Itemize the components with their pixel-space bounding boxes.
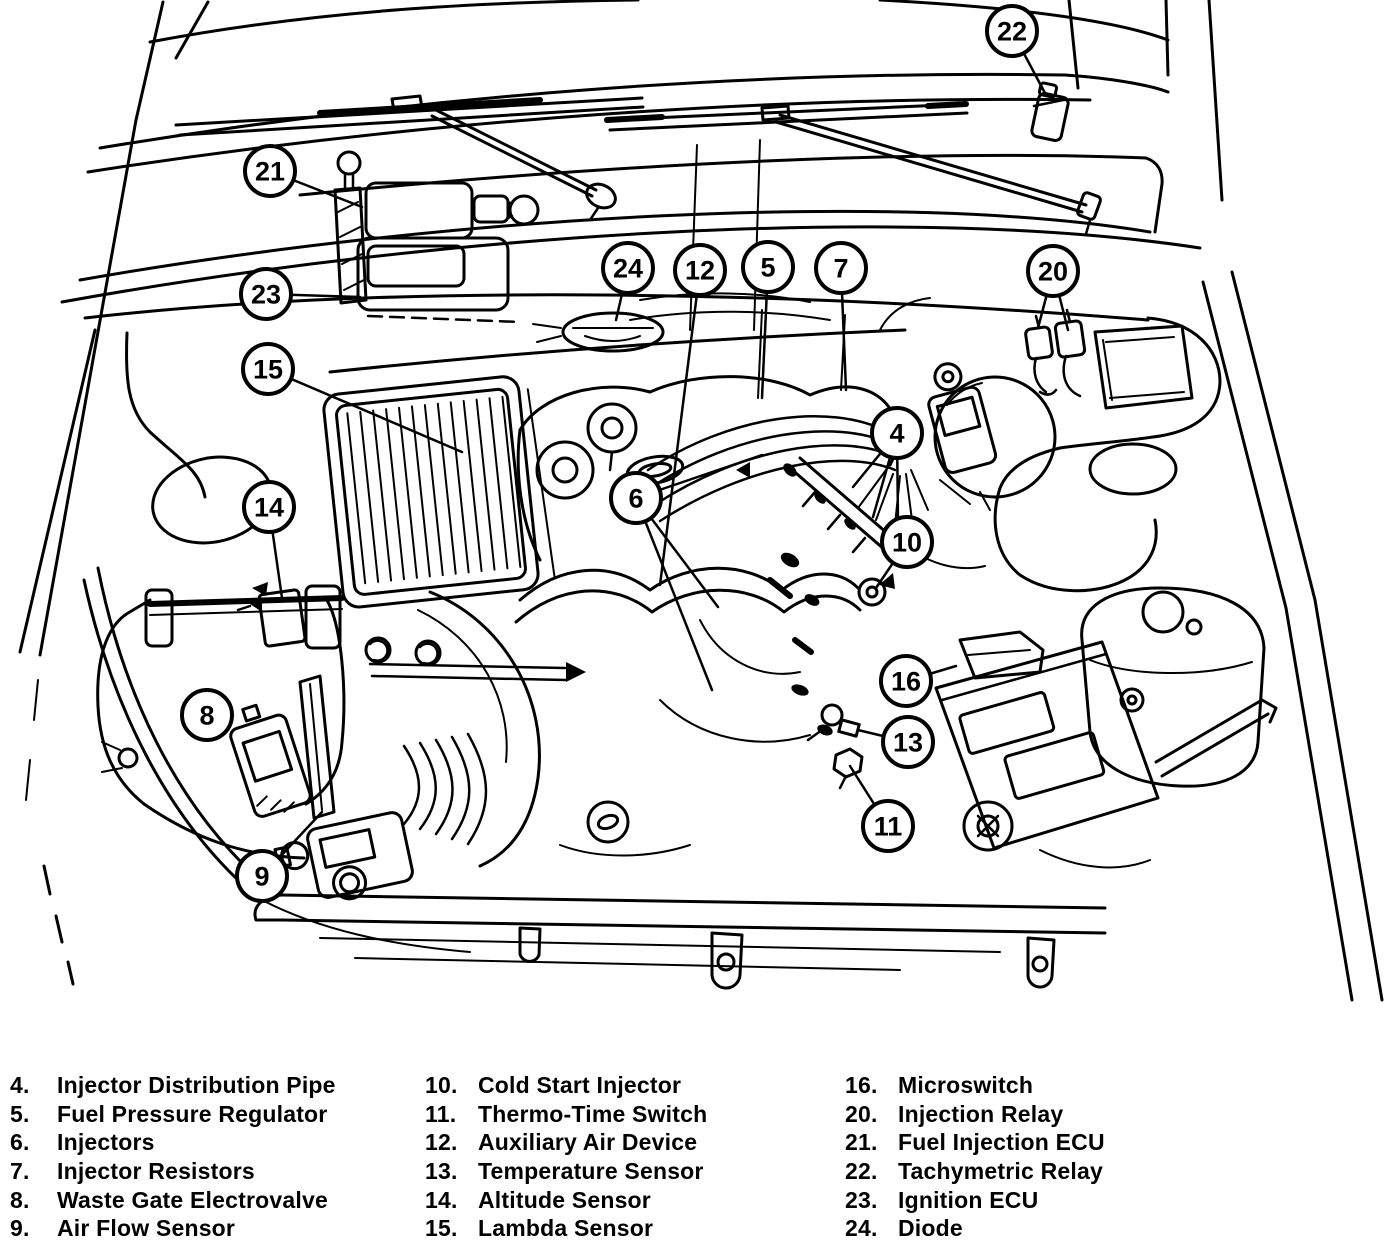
legend-item-number: 21. xyxy=(845,1129,878,1156)
legend-item-label: Microswitch xyxy=(898,1072,1034,1098)
fuse-box xyxy=(1095,326,1192,408)
callout-number-7: 7 xyxy=(833,253,849,284)
washer-bottle xyxy=(1082,588,1264,786)
callout-23 xyxy=(241,269,291,319)
legend-item-label: Air Flow Sensor xyxy=(57,1215,236,1242)
legend-item xyxy=(845,1187,1265,1216)
legend-item xyxy=(425,1101,830,1130)
legend-item xyxy=(10,1129,410,1158)
temperature-sensor xyxy=(808,705,859,740)
legend-column-2 xyxy=(425,1072,830,1244)
legend-item-label: Waste Gate Electrovalve xyxy=(57,1186,328,1213)
legend-item xyxy=(425,1129,830,1158)
callout-12 xyxy=(675,245,725,295)
callout-number-9: 9 xyxy=(254,861,270,892)
callout-number-15: 15 xyxy=(252,354,284,385)
legend-item-label: Injector Resistors xyxy=(57,1158,255,1185)
callout-number-16: 16 xyxy=(890,666,922,697)
legend-column-1 xyxy=(10,1072,410,1244)
legend-item-label: Injection Relay xyxy=(898,1100,1064,1127)
legend-item-number: 10. xyxy=(425,1072,458,1098)
legend-item-number: 23. xyxy=(845,1186,878,1213)
callout-14 xyxy=(244,482,294,532)
callout-number-21: 21 xyxy=(254,156,286,187)
callout-20 xyxy=(1028,246,1078,296)
legend-item xyxy=(425,1215,830,1244)
legend-item-label: Tachymetric Relay xyxy=(898,1158,1103,1185)
legend-item-label: Injectors xyxy=(57,1129,155,1156)
legend-item xyxy=(425,1187,830,1216)
callout-number-22: 22 xyxy=(996,16,1028,47)
legend-column-3 xyxy=(845,1072,1265,1244)
callout-number-14: 14 xyxy=(253,492,285,523)
callout-number-11: 11 xyxy=(873,811,903,842)
legend-item-number: 6. xyxy=(10,1129,30,1156)
brake-booster xyxy=(919,357,1055,510)
legend-item xyxy=(10,1158,410,1187)
legend-item xyxy=(845,1129,1265,1158)
legend-item-number: 7. xyxy=(10,1158,30,1185)
legend-item-label: Ignition ECU xyxy=(898,1186,1039,1213)
legend-item-number: 5. xyxy=(10,1100,30,1127)
callout-7 xyxy=(816,243,866,293)
legend-item-number: 4. xyxy=(10,1072,30,1098)
callout-13 xyxy=(883,717,933,767)
callout-number-13: 13 xyxy=(892,727,924,758)
callout-5 xyxy=(743,242,793,292)
leader-line-6 xyxy=(636,498,712,690)
legend-item-number: 20. xyxy=(845,1100,878,1127)
legend xyxy=(0,1072,1392,1244)
legend-item-number: 8. xyxy=(10,1186,30,1213)
callout-number-6: 6 xyxy=(628,483,644,514)
legend-item xyxy=(845,1158,1265,1187)
injection-relays xyxy=(1025,310,1085,396)
callout-10 xyxy=(882,517,932,567)
legend-item-label: Fuel Pressure Regulator xyxy=(57,1100,328,1127)
callout-leader-lines xyxy=(262,31,1068,876)
legend-item xyxy=(425,1072,830,1101)
callout-11 xyxy=(863,801,913,851)
front-crossmember xyxy=(255,895,1105,988)
legend-item xyxy=(10,1215,410,1244)
thermo-time-switch xyxy=(834,749,862,788)
tachymetric-relay xyxy=(1031,82,1069,141)
legend-item-number: 11. xyxy=(425,1100,457,1127)
wiper-left xyxy=(176,96,643,220)
legend-item-label: Altitude Sensor xyxy=(478,1186,651,1213)
legend-item xyxy=(10,1101,410,1130)
legend-item-label: Diode xyxy=(898,1215,963,1242)
callout-6 xyxy=(611,473,661,523)
legend-item-number: 13. xyxy=(425,1158,458,1185)
legend-item-number: 9. xyxy=(10,1215,30,1242)
legend-item-number: 16. xyxy=(845,1072,878,1098)
legend-item xyxy=(425,1158,830,1187)
legend-item xyxy=(845,1215,1265,1244)
legend-item-number: 12. xyxy=(425,1129,458,1156)
legend-item-number: 15. xyxy=(425,1215,458,1242)
callout-number-20: 20 xyxy=(1037,256,1069,287)
callout-number-5: 5 xyxy=(760,252,776,283)
callout-number-8: 8 xyxy=(199,700,215,731)
leader-line-15 xyxy=(268,369,462,452)
legend-item-label: Injector Distribution Pipe xyxy=(57,1072,336,1098)
callout-22 xyxy=(987,6,1037,56)
callout-8 xyxy=(182,690,232,740)
legend-item-number: 24. xyxy=(845,1215,878,1242)
legend-item-number: 22. xyxy=(845,1158,878,1185)
legend-item xyxy=(845,1072,1265,1101)
callout-15 xyxy=(243,344,293,394)
callout-24 xyxy=(603,243,653,293)
callout-16 xyxy=(881,656,931,706)
callout-number-24: 24 xyxy=(612,253,644,284)
callout-9 xyxy=(237,851,287,901)
legend-item-label: Thermo-Time Switch xyxy=(478,1100,708,1127)
legend-item xyxy=(10,1072,410,1101)
callout-number-4: 4 xyxy=(889,418,905,449)
legend-item-number: 14. xyxy=(425,1186,458,1213)
fender-edge xyxy=(1203,272,1382,1000)
legend-item-label: Cold Start Injector xyxy=(478,1072,682,1098)
callout-number-23: 23 xyxy=(250,279,282,310)
callout-4 xyxy=(872,408,922,458)
callout-number-12: 12 xyxy=(684,255,716,286)
legend-item xyxy=(845,1101,1265,1130)
callout-21 xyxy=(245,146,295,196)
legend-item-label: Temperature Sensor xyxy=(478,1158,704,1185)
callout-number-10: 10 xyxy=(891,527,923,558)
legend-item-label: Auxiliary Air Device xyxy=(478,1129,698,1156)
wheel-arch-left xyxy=(84,333,279,898)
legend-item xyxy=(10,1187,410,1216)
cold-start-injector xyxy=(859,573,895,605)
legend-item-label: Fuel Injection ECU xyxy=(898,1129,1105,1156)
legend-item-label: Lambda Sensor xyxy=(478,1215,654,1242)
